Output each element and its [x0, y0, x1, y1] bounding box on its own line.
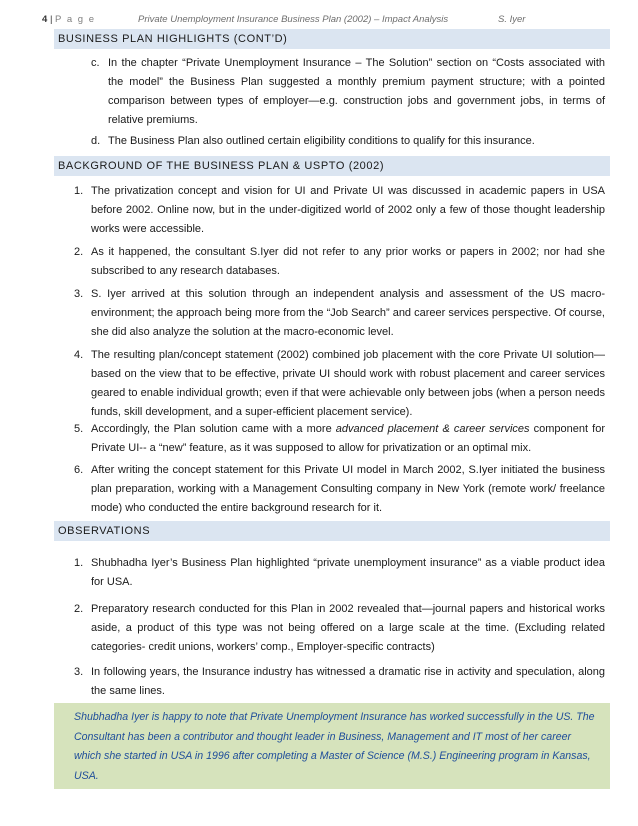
- list-item: [74, 663, 605, 701]
- list-marker: 1.: [74, 557, 84, 569]
- page-separator: |: [49, 14, 53, 25]
- list-item: [74, 243, 605, 281]
- list-item-text: Preparatory research conducted for this Plan in 2002 revealed that—journal papers and historical works aside, a product of this type was not being offered on a large scale at the time. (Excluding related categories- credit unions, workers’ comp., Employer-specific contracts): [91, 603, 605, 653]
- author-note-box: [54, 703, 610, 789]
- list-item-text-emphasis: advanced placement & career services: [335, 423, 530, 435]
- list-item-text: The Business Plan also outlined certain eligibility conditions to qualify for this insurance.: [108, 135, 535, 147]
- list-item: [74, 346, 605, 422]
- list-item: [74, 461, 605, 518]
- page-header: [42, 12, 610, 28]
- list-item-text-after: component for Private UI-- a “new” feature, as it was supposed to allow for privatization or an optimal mix.: [91, 423, 605, 454]
- list-item-text-before: Accordingly, the Plan solution came with a more: [91, 423, 336, 435]
- list-item: [91, 54, 605, 130]
- list-marker: 1.: [74, 185, 84, 197]
- list-marker: d.: [91, 135, 101, 147]
- list-item: [74, 285, 605, 342]
- list-item-text: As it happened, the consultant S.Iyer did not refer to any prior works or papers in 2002; nor had she subscribed to any research databases.: [91, 246, 605, 277]
- list-marker: 3.: [74, 288, 84, 300]
- list-item-text: In following years, the Insurance industry has witnessed a dramatic rise in activity and speculation, along the same lines.: [91, 666, 605, 697]
- list-marker: 2.: [74, 603, 84, 615]
- list-item: [74, 554, 605, 592]
- author-note-text: Shubhadha Iyer is happy to note that Private Unemployment Insurance has worked successfully in the US. The Consultant has been a contributor and thought leader in Business, Management and IT most of her career which she started in USA in 1996 after completing a Master of Science (M.S.) Engineering program in Kansas, USA.: [74, 711, 595, 782]
- list-marker: 2.: [74, 246, 84, 258]
- section-heading-background: BACKGROUND OF THE BUSINESS PLAN & USPTO (2002): [54, 156, 610, 176]
- list-marker: 6.: [74, 464, 84, 476]
- section-heading-highlights: BUSINESS PLAN HIGHLIGHTS (CONT’D): [54, 29, 610, 49]
- list-item-text: S. Iyer arrived at this solution through an independent analysis and assessment of the US macro-environment; the approach being more from the “Job Search” and career services perspective. Of course, she did also analyze the solution at the macro-economic level.: [91, 288, 605, 338]
- section-heading-observations: OBSERVATIONS: [54, 521, 610, 541]
- list-item: [91, 132, 605, 151]
- page-word: P a g e: [55, 14, 96, 25]
- header-doc-title: Private Unemployment Insurance Business Plan (2002) – Impact Analysis: [138, 14, 449, 25]
- list-marker: 4.: [74, 349, 84, 361]
- list-marker: 3.: [74, 666, 84, 678]
- list-item-text: After writing the concept statement for this Private UI model in March 2002, S.Iyer initiated the business plan preparation, working with a Management Consulting company in New York (remote work/ freelance mode) who conducted the entire background research for it.: [91, 464, 605, 514]
- list-item-text: In the chapter “Private Unemployment Insurance – The Solution” section on “Costs associated with the model” the Business Plan suggested a monthly premium payment structure; with a pointed comparison between types of employer—e.g. construction jobs and government jobs, in terms of relative premiums.: [108, 57, 605, 126]
- list-item: [74, 600, 605, 657]
- list-item-text: The resulting plan/concept statement (2002) combined job placement with the core Private UI solution—based on the view that to be effective, private UI should work with robust placement and career services geared to enable individual growth; even if that were achievable only between jobs (when a person needs funds, skill development, and a super-efficient placement service).: [91, 349, 605, 418]
- list-item-text: The privatization concept and vision for UI and Private UI was discussed in academic papers in USA before 2002. Online now, but in the under-digitized world of 2002 only a few of those thought leadership works were accessible.: [91, 185, 605, 235]
- list-item: [74, 182, 605, 239]
- header-author: S. Iyer: [498, 14, 526, 25]
- page-number: 4: [42, 14, 48, 25]
- list-marker: c.: [91, 57, 100, 69]
- page-number-label: [42, 12, 95, 28]
- list-item: [74, 420, 605, 458]
- list-marker: 5.: [74, 423, 84, 435]
- list-item-text: Shubhadha Iyer’s Business Plan highlighted “private unemployment insurance” as a viable product idea for USA.: [91, 557, 605, 588]
